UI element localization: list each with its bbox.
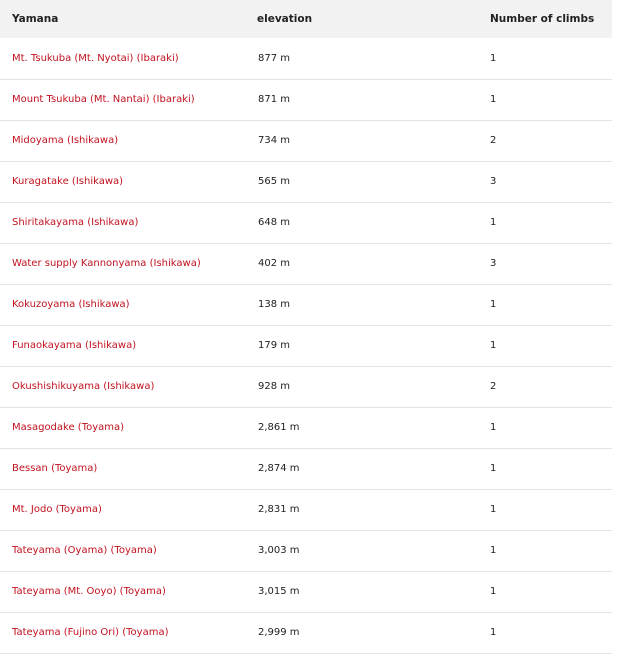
- table-row: [0, 161, 612, 202]
- table-row: [0, 79, 612, 120]
- mountain-name-cell: [0, 79, 245, 120]
- mountain-name-cell: [0, 120, 245, 161]
- mountain-name-cell: [0, 489, 245, 530]
- mountain-name-link[interactable]: Midoyama (Ishikawa): [12, 135, 119, 146]
- header-number-of-climbs: Number of climbs: [490, 13, 595, 25]
- mountain-name-link[interactable]: Okushishikuyama (Ishikawa): [12, 381, 155, 392]
- mountain-name-link[interactable]: Tateyama (Fujino Ori) (Toyama): [12, 627, 169, 638]
- table-row: [0, 366, 612, 407]
- mountain-name-cell: [0, 325, 245, 366]
- mountain-name-link[interactable]: Masagodake (Toyama): [12, 422, 125, 433]
- climbs-count-cell: 3: [490, 258, 497, 269]
- climbs-count-cell: 1: [490, 545, 497, 556]
- elevation-cell: 2,874 m: [258, 463, 300, 474]
- elevation-cell: 565 m: [258, 176, 291, 187]
- table-row: [0, 38, 612, 79]
- table-row: [0, 571, 612, 612]
- mountain-name-link[interactable]: Shiritakayama (Ishikawa): [12, 217, 139, 228]
- mountain-name-link[interactable]: Tateyama (Oyama) (Toyama): [12, 545, 157, 556]
- climbs-count-cell: 1: [490, 422, 497, 433]
- climbs-count-cell: 2: [490, 381, 497, 392]
- elevation-cell: 402 m: [258, 258, 291, 269]
- climbs-count-cell: 1: [490, 217, 497, 228]
- elevation-cell: 734 m: [258, 135, 291, 146]
- elevation-cell: 648 m: [258, 217, 291, 228]
- header-yamana: Yamana: [12, 13, 59, 25]
- climbs-count-cell: 1: [490, 586, 497, 597]
- climbs-count-cell: 1: [490, 463, 497, 474]
- mountain-name-link[interactable]: Bessan (Toyama): [12, 463, 98, 474]
- mountain-name-link[interactable]: Kuragatake (Ishikawa): [12, 176, 124, 187]
- mountain-name-cell: [0, 366, 245, 407]
- mountain-name-link[interactable]: Mt. Jodo (Toyama): [12, 504, 102, 515]
- mountain-name-cell: [0, 612, 245, 653]
- mountain-name-cell: [0, 407, 245, 448]
- mountain-name-link[interactable]: Mt. Tsukuba (Mt. Nyotai) (Ibaraki): [12, 52, 179, 64]
- table-row: [0, 202, 612, 243]
- mountain-name-link[interactable]: Water supply Kannonyama (Ishikawa): [12, 258, 201, 269]
- table-row: [0, 325, 612, 366]
- elevation-cell: 877 m: [258, 52, 291, 64]
- table-row: [0, 284, 612, 325]
- table-header: [0, 0, 612, 38]
- mountain-name-cell: [0, 202, 245, 243]
- climbs-count-cell: 1: [490, 627, 497, 638]
- climbs-count-cell: 1: [490, 504, 497, 515]
- mountain-name-cell: [0, 243, 245, 284]
- mountain-name-cell: [0, 161, 245, 202]
- elevation-cell: 3,015 m: [258, 586, 300, 597]
- mountain-name-link[interactable]: Funaokayama (Ishikawa): [12, 340, 137, 351]
- elevation-cell: 2,831 m: [258, 504, 300, 515]
- mountain-name-cell: [0, 571, 245, 612]
- mountain-name-cell: [0, 284, 245, 325]
- elevation-cell: 3,003 m: [258, 545, 300, 556]
- elevation-cell: 871 m: [258, 94, 291, 105]
- mountain-name-cell: [0, 38, 245, 79]
- elevation-cell: 928 m: [258, 381, 291, 392]
- table-row: [0, 407, 612, 448]
- table-body: [0, 38, 612, 653]
- climbs-count-cell: 2: [490, 135, 497, 146]
- table-row: [0, 448, 612, 489]
- table-row: [0, 530, 612, 571]
- climbs-count-cell: 3: [490, 176, 497, 187]
- mountain-name-link[interactable]: Mount Tsukuba (Mt. Nantai) (Ibaraki): [12, 94, 195, 105]
- climbs-count-cell: 1: [490, 340, 497, 351]
- elevation-cell: 138 m: [258, 299, 291, 310]
- climbs-count-cell: 1: [490, 94, 497, 105]
- mountain-name-link[interactable]: Tateyama (Mt. Ooyo) (Toyama): [12, 586, 166, 597]
- table-row: [0, 489, 612, 530]
- table-row: [0, 120, 612, 161]
- elevation-cell: 179 m: [258, 340, 291, 351]
- table-row: [0, 612, 612, 653]
- header-row: [0, 0, 612, 38]
- header-elevation: elevation: [257, 13, 313, 25]
- mountain-name-cell: [0, 530, 245, 571]
- elevation-cell: 2,999 m: [258, 627, 300, 638]
- climbs-count-cell: 1: [490, 52, 497, 64]
- mountain-name-link[interactable]: Kokuzoyama (Ishikawa): [12, 299, 130, 310]
- elevation-cell: 2,861 m: [258, 422, 300, 433]
- table-row: [0, 243, 612, 284]
- climbs-count-cell: 1: [490, 299, 497, 310]
- mountain-name-cell: [0, 448, 245, 489]
